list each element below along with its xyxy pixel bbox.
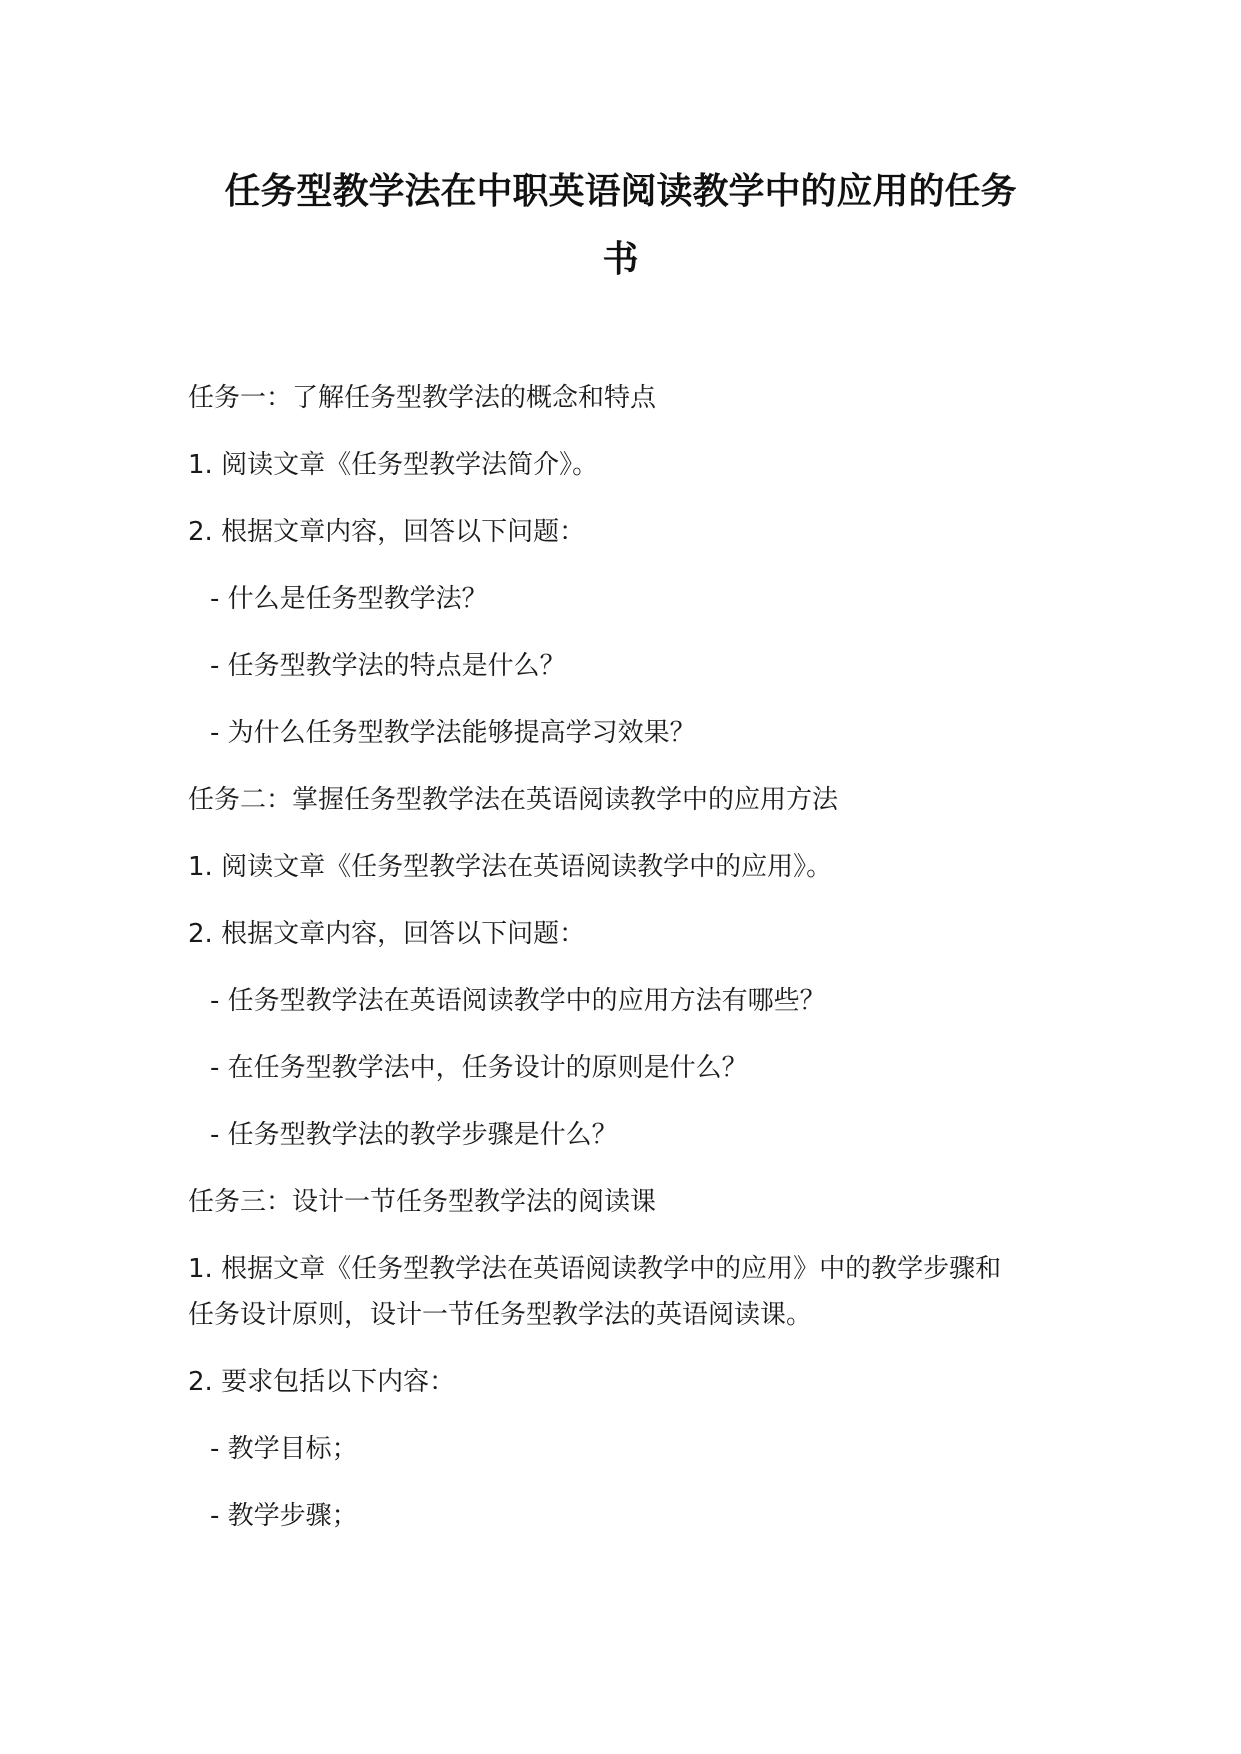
task-3-requirement-1: - 教学目标；: [210, 1434, 358, 1464]
task-2-question-2: - 在任务型教学法中，任务设计的原则是什么？: [210, 1053, 748, 1083]
task-3-step-1-continued: 任务设计原则，设计一节任务型教学法的英语阅读课。: [188, 1300, 813, 1330]
task-1-step-2: 2. 根据文章内容，回答以下问题：: [188, 517, 586, 547]
task-3-step-2: 2. 要求包括以下内容：: [188, 1367, 456, 1397]
task-2-step-2: 2. 根据文章内容，回答以下问题：: [188, 919, 586, 949]
task-3-step-1: 1. 根据文章《任务型教学法在英语阅读教学中的应用》中的教学步骤和: [188, 1254, 1002, 1284]
task-1-heading: 任务一：了解任务型教学法的概念和特点: [188, 383, 657, 413]
task-2-question-3: - 任务型教学法的教学步骤是什么？: [210, 1120, 618, 1150]
task-2-question-1: - 任务型教学法在英语阅读教学中的应用方法有哪些？: [210, 986, 826, 1016]
task-1-question-1: - 什么是任务型教学法？: [210, 584, 488, 614]
document-title-line-2: 书: [602, 239, 639, 280]
task-1-question-3: - 为什么任务型教学法能够提高学习效果？: [210, 718, 696, 748]
task-2-step-1: 1. 阅读文章《任务型教学法在英语阅读教学中的应用》。: [188, 852, 833, 882]
task-2-heading: 任务二：掌握任务型教学法在英语阅读教学中的应用方法: [188, 785, 839, 815]
task-3-requirement-2: - 教学步骤；: [210, 1501, 358, 1531]
task-3-heading: 任务三：设计一节任务型教学法的阅读课: [188, 1187, 657, 1217]
task-1-step-1: 1. 阅读文章《任务型教学法简介》。: [188, 450, 599, 480]
document-title-line-1: 任务型教学法在中职英语阅读教学中的应用的任务: [224, 171, 1017, 212]
task-1-question-2: - 任务型教学法的特点是什么？: [210, 651, 566, 681]
